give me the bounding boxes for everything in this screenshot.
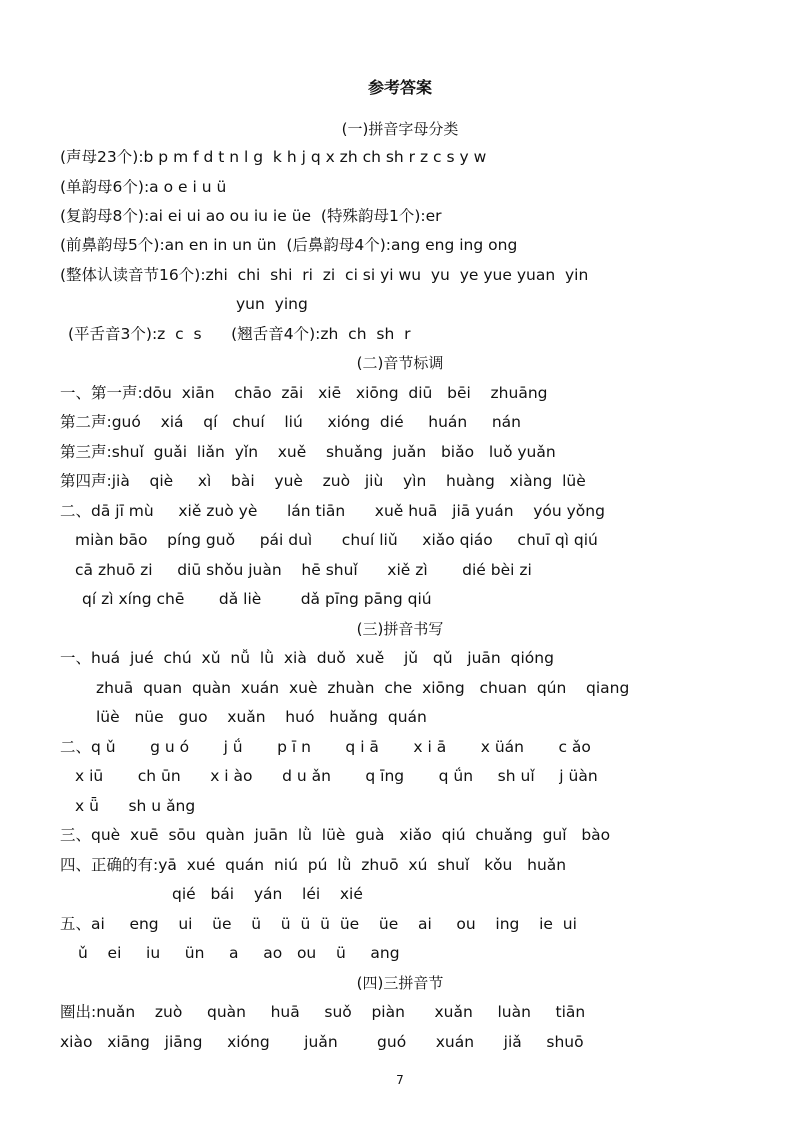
section-heading: (一)拼音字母分类 xyxy=(341,120,459,138)
answer-line: 四、正确的有:yā xué quán niú pú lǜ zhuō xú shuǐ kǒu huǎn xyxy=(60,856,567,874)
answer-line: (声母23个):b p m f d t n l g k h j q x zh ch sh r z c s y w xyxy=(60,148,487,166)
answer-line: 二、dā jī mù xiě zuò yè lán tiān xuě huā jiā yuán yóu yǒng xyxy=(60,502,605,520)
answer-line: x ǖ sh u ǎng xyxy=(75,797,196,815)
answer-line: 一、第一声:dōu xiān chāo zāi xiē xiōng diū bēi zhuāng xyxy=(60,384,548,402)
answer-line: 三、què xuē sōu quàn juān lǜ lüè guà xiǎo qiú chuǎng guǐ bào xyxy=(60,826,611,844)
answer-line: 第二声:guó xiá qí chuí liú xióng dié huán nán xyxy=(60,413,521,431)
answer-line: (前鼻韵母5个):an en in un ün (后鼻韵母4个):ang eng ing ong xyxy=(60,236,518,254)
section-heading: (三)拼音书写 xyxy=(356,620,444,638)
answer-line: 一、huá jué chú xǔ nǚ lǜ xià duǒ xuě jǔ qǔ juān qióng xyxy=(60,649,554,667)
section-heading: (二)音节标调 xyxy=(356,354,444,372)
answer-line: ǔ ei iu ün a ao ou ü ang xyxy=(78,944,400,962)
answer-line: xiào xiāng jiāng xióng juǎn guó xuán jiǎ shuō xyxy=(60,1033,584,1051)
answer-line: yun ying xyxy=(236,295,308,313)
page-number: 7 xyxy=(396,1073,404,1087)
answer-line: miàn bāo píng guǒ pái duì chuí liǔ xiǎo qiáo chuī qì qiú xyxy=(75,531,598,549)
section-heading: (四)三拼音节 xyxy=(356,974,444,992)
answer-line: (平舌音3个):z c s (翘舌音4个):zh ch sh r xyxy=(68,325,411,343)
answer-line: 五、ai eng ui üe ü ü ü ü üe üe ai ou ing ie ui xyxy=(60,915,577,933)
answer-line: (复韵母8个):ai ei ui ao ou iu ie üe (特殊韵母1个):er xyxy=(60,207,442,225)
answer-line: qié bái yán léi xié xyxy=(172,885,363,903)
answer-line: qí zì xíng chē dǎ liè dǎ pīng pāng qiú xyxy=(82,590,432,608)
page-title: 参考答案 xyxy=(367,78,432,97)
answer-line: x iū ch ūn x i ào d u ǎn q īng q ǘn sh uǐ j üàn xyxy=(75,767,598,785)
answer-line: 第四声:jià qiè xì bài yuè zuò jiù yìn huàng xiàng lüè xyxy=(60,472,586,490)
answer-line: cā zhuō zi diū shǒu juàn hē shuǐ xiě zì dié bèi zi xyxy=(75,561,532,579)
answer-line: 第三声:shuǐ guǎi liǎn yǐn xuě shuǎng juǎn biǎo luǒ yuǎn xyxy=(60,443,556,461)
answer-line: zhuā quan quàn xuán xuè zhuàn che xiōng chuan qún qiang xyxy=(96,679,630,697)
answer-line: lüè nüe guo xuǎn huó huǎng quán xyxy=(96,708,427,726)
answer-line: 圈出:nuǎn zuò quàn huā suǒ piàn xuǎn luàn tiān xyxy=(60,1003,586,1021)
answer-line: (整体认读音节16个):zhi chi shi ri zi ci si yi wu yu ye yue yuan yin xyxy=(60,266,589,284)
answer-line: 二、q ǔ g u ó j ǘ p ī n q i ā x i ā x üán c ǎo xyxy=(60,738,591,756)
answer-line: (单韵母6个):a o e i u ü xyxy=(60,178,227,196)
